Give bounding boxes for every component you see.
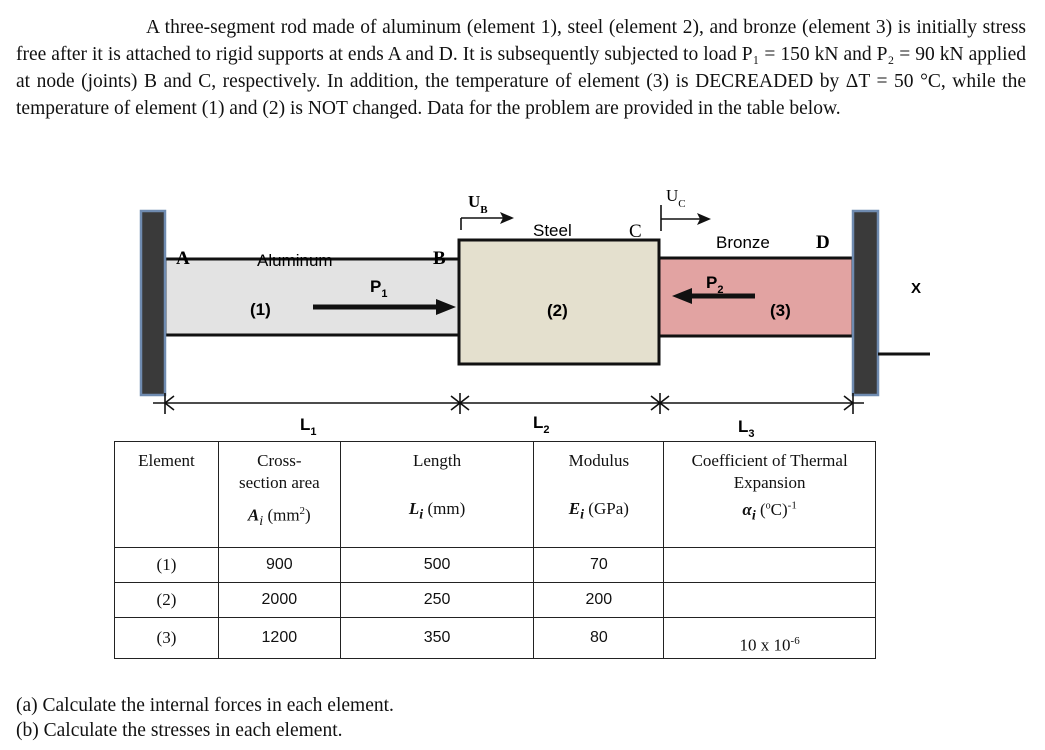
header-area-close: ) bbox=[305, 505, 311, 525]
row3-cte bbox=[664, 618, 876, 659]
table-row bbox=[115, 618, 876, 659]
header-modulus bbox=[534, 442, 664, 548]
question-a: (a) Calculate the internal forces in each element. bbox=[16, 695, 394, 716]
header-cte bbox=[664, 442, 876, 548]
questions bbox=[16, 693, 394, 743]
header-cte-degree: o bbox=[765, 500, 771, 511]
element-3-label: (3) bbox=[770, 301, 791, 320]
table-row bbox=[115, 548, 876, 583]
header-area-symbol-line bbox=[248, 500, 311, 532]
row3-cte-base: 10 x 10 bbox=[739, 636, 791, 655]
row1-area: 900 bbox=[218, 548, 340, 583]
node-d-label: D bbox=[816, 232, 830, 253]
header-cte-symbol: α bbox=[742, 499, 752, 519]
header-area-unit: (mm bbox=[263, 505, 300, 525]
table-row bbox=[115, 583, 876, 618]
header-area-sub: i bbox=[259, 513, 264, 530]
bronze-label: Bronze bbox=[716, 233, 770, 252]
row3-element: (3) bbox=[115, 618, 219, 659]
row3-area: 1200 bbox=[218, 618, 340, 659]
header-cte-symbol-line bbox=[742, 499, 797, 524]
header-cte-line2: Expansion bbox=[733, 473, 806, 492]
support-d bbox=[853, 211, 878, 395]
header-modulus-symbol: E bbox=[568, 499, 581, 518]
ub-subscript: B bbox=[480, 204, 488, 216]
l1-symbol: L bbox=[300, 415, 311, 434]
p2-subscript: 2 bbox=[717, 284, 724, 296]
row1-modulus: 70 bbox=[534, 548, 664, 583]
p2-symbol: P bbox=[706, 273, 718, 292]
header-modulus-symbol-line bbox=[569, 498, 629, 525]
l2-subscript: 2 bbox=[543, 424, 550, 436]
l2-symbol: L bbox=[533, 413, 544, 432]
row2-area: 2000 bbox=[218, 583, 340, 618]
header-area-line1: Cross- bbox=[257, 451, 302, 470]
header-cte-line1: Coefficient of Thermal bbox=[691, 451, 848, 470]
element-2-label: (2) bbox=[547, 301, 568, 320]
row3-cte-exp: -6 bbox=[790, 635, 800, 648]
header-cte-celsius: C) bbox=[770, 499, 788, 519]
row1-element: (1) bbox=[115, 548, 219, 583]
p1-symbol: P bbox=[370, 277, 382, 296]
row2-element: (2) bbox=[115, 583, 219, 618]
header-element bbox=[115, 442, 219, 548]
l3-symbol: L bbox=[738, 417, 749, 436]
header-cte-unit: ( bbox=[755, 499, 766, 519]
ub-symbol: U bbox=[468, 192, 481, 211]
node-b-label: B bbox=[433, 248, 446, 269]
header-area-exp: 2 bbox=[299, 505, 306, 517]
question-b: (b) Calculate the stresses in each element. bbox=[16, 720, 343, 741]
header-modulus-sub: i bbox=[580, 506, 585, 523]
header-modulus-unit: (GPa) bbox=[584, 499, 629, 518]
header-length-sub: i bbox=[419, 506, 424, 523]
data-table bbox=[114, 441, 876, 659]
p1-subscript: 1 bbox=[381, 288, 388, 300]
l1-subscript: 1 bbox=[310, 426, 317, 438]
l1-label bbox=[300, 415, 317, 438]
uc-subscript: C bbox=[678, 198, 686, 210]
l3-label bbox=[738, 417, 755, 440]
uc-symbol: U bbox=[666, 186, 679, 205]
aluminum-label: Aluminum bbox=[257, 251, 333, 270]
ub-label bbox=[468, 192, 488, 216]
header-modulus-line1: Modulus bbox=[568, 451, 630, 470]
header-area-symbol: A bbox=[247, 505, 260, 525]
l3-subscript: 3 bbox=[748, 428, 755, 440]
element-1-label: (1) bbox=[250, 300, 271, 319]
support-a bbox=[141, 211, 165, 395]
header-cte-exp: -1 bbox=[787, 499, 797, 511]
header-area-line2: section area bbox=[238, 473, 320, 492]
row2-cte bbox=[664, 583, 876, 618]
x-axis-label: X bbox=[911, 280, 922, 297]
row3-modulus: 80 bbox=[534, 618, 664, 659]
problem-text: A three-segment rod made of aluminum (element 1), steel (element 2), and bronze (element 3) is initially stress free after it is attached to rigid supports at ends A and D. It is subsequently subjected to load P₁ = 150 kN and P₂ = 90 kN applied at node (joints) B and C, respectively. In addition, the temperature of element (3) is DECREADED by ΔT = 50 °C, while the temperature of element (1) and (2) is NOT changed. Data for the problem are provided in the table below. bbox=[16, 17, 1026, 119]
header-length-line1: Length bbox=[413, 451, 462, 470]
header-area bbox=[218, 442, 340, 548]
l2-label bbox=[533, 413, 550, 436]
row2-modulus: 200 bbox=[534, 583, 664, 618]
uc-label bbox=[666, 186, 686, 210]
header-length-symbol-line bbox=[409, 498, 465, 525]
row1-cte bbox=[664, 548, 876, 583]
aluminum-segment bbox=[165, 259, 459, 335]
row2-length: 250 bbox=[340, 583, 534, 618]
header-cte-sub: i bbox=[751, 507, 756, 524]
header-length bbox=[340, 442, 534, 548]
header-length-unit: (mm) bbox=[423, 499, 466, 518]
node-a-label: A bbox=[176, 248, 190, 269]
node-c-label: C bbox=[629, 221, 642, 242]
header-length-symbol: L bbox=[408, 499, 420, 518]
row3-length: 350 bbox=[340, 618, 534, 659]
row1-length: 500 bbox=[340, 548, 534, 583]
steel-label: Steel bbox=[533, 221, 572, 240]
header-element-text: Element bbox=[138, 451, 195, 470]
table-header-row bbox=[115, 442, 876, 548]
